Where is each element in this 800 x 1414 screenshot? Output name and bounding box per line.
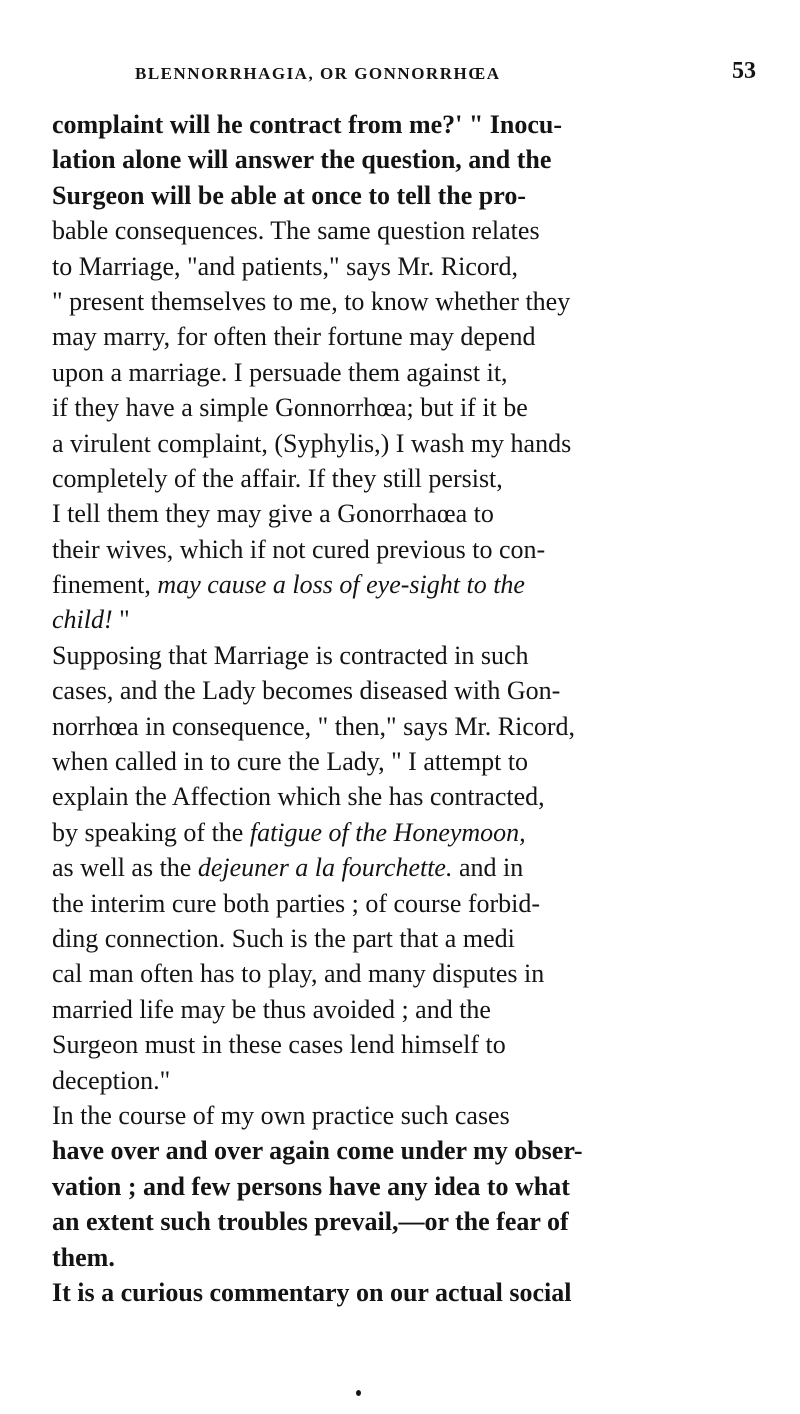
- italic-phrase: child!: [52, 605, 113, 635]
- text-line: It is a curious commentary on our actual social: [52, 1277, 572, 1307]
- text-line: lation alone will answer the question, and the: [52, 145, 552, 175]
- text-line: cal man often has to play, and many disputes in: [52, 959, 545, 989]
- running-head: BLENNORRHAGIA, OR GONNORRHŒA: [135, 64, 501, 83]
- body-text: [52, 107, 772, 1310]
- text-line: norrhœa in consequence, " then," says Mr. Ricord,: [52, 711, 576, 741]
- text-line: by speaking of the fatigue of the Honeymoon,: [52, 817, 526, 847]
- text-line: explain the Affection which she has contracted,: [52, 782, 545, 812]
- text-line: finement, may cause a loss of eye-sight to the: [52, 570, 525, 600]
- text-line: when called in to cure the Lady, " I attempt to: [52, 747, 529, 777]
- text-line: completely of the affair. If they still persist,: [52, 463, 503, 493]
- text-line: In the course of my own practice such cases: [52, 1100, 510, 1130]
- italic-phrase: dejeuner a la fourchette.: [197, 853, 453, 883]
- text-line: I tell them they may give a Gonorrhaœa to: [52, 499, 494, 529]
- text-line: if they have a simple Gonnorrhœa; but if it be: [52, 393, 528, 423]
- text-line: an extent such troubles prevail,—or the fear of: [52, 1207, 569, 1237]
- text-line: their wives, which if not cured previous to con-: [52, 534, 546, 564]
- text-line: upon a marriage. I persuade them against it,: [52, 357, 508, 387]
- text-line: " present themselves to me, to know whether they: [52, 286, 571, 316]
- text-line: Surgeon will be able at once to tell the pro-: [52, 180, 526, 210]
- text-line: have over and over again come under my obser-: [52, 1136, 583, 1166]
- text-line: them.: [52, 1242, 115, 1272]
- text-line: may marry, for often their fortune may depend: [52, 322, 536, 352]
- ink-dot: [356, 1390, 361, 1396]
- italic-phrase: fatigue of the Honeymoon,: [249, 817, 526, 847]
- page-number: 53: [732, 58, 756, 84]
- text-line: vation ; and few persons have any idea to what: [52, 1171, 570, 1201]
- text-line: to Marriage, "and patients," says Mr. Ricord,: [52, 251, 519, 281]
- text-line: child! ": [52, 605, 130, 635]
- text-line: Supposing that Marriage is contracted in such: [52, 640, 529, 670]
- italic-phrase: may cause a loss of eye-sight to the: [157, 570, 525, 600]
- text-line: as well as the dejeuner a la fourchette. and in: [52, 853, 524, 883]
- text-line: bable consequences. The same question relates: [52, 216, 540, 246]
- text-line: married life may be thus avoided ; and the: [52, 994, 491, 1024]
- text-line: a virulent complaint, (Syphylis,) I wash my hands: [52, 428, 572, 458]
- text-line: deception.": [52, 1065, 171, 1095]
- text-line: Surgeon must in these cases lend himself to: [52, 1030, 506, 1060]
- text-line: complaint will he contract from me?' " Inocu-: [52, 110, 563, 139]
- text-line: ding connection. Such is the part that a medi: [52, 923, 515, 953]
- text-line: the interim cure both parties ; of course forbid-: [52, 888, 541, 918]
- text-line: cases, and the Lady becomes diseased with Gon-: [52, 676, 561, 706]
